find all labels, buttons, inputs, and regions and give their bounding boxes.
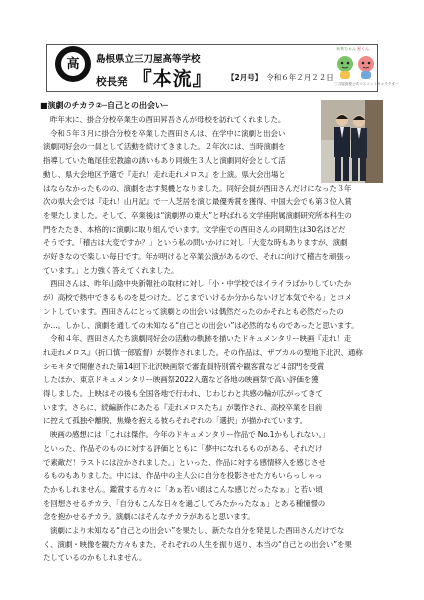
article-line: に控えて孤独や離脱、焦燥を抱える彼らそれぞれの「選択」が描かれています。 xyxy=(43,416,307,426)
issue-number: 【2月号】 xyxy=(227,73,263,82)
article-line: 昨年末に、掛合分校卒業生の酉田昇吾さんが母校を訪れてくれました。 xyxy=(50,115,286,124)
article-line: そうです。「稽古は大変ですか？」という私の問いかけに対し「大変な時もありますが、演劇 xyxy=(43,238,348,248)
article-line: が好きなので楽しい毎日です。年が明けると卒業公演があるので、それに向けて稽古を頑張っ xyxy=(43,252,351,261)
title-main: 『本流』 xyxy=(132,68,213,90)
article-line: 酉田さんは、昨年山陰中央新報社の取材に対し「小・中学校ではイライラばかりしていたか xyxy=(50,279,352,289)
article-line: れ走れメロス』（折口慎一郎監督）が製作されました。その作品は、ザブカルの聖地下北沢、通称 xyxy=(43,347,363,357)
issue-date: 令和６年２月２２日 xyxy=(266,73,334,82)
mascot-caption: 三刀屋高校公式マスコットキャラクター xyxy=(334,82,399,86)
article-line: 得しました。上映はその後も全国各地で行われ、じわじわと共感の輪が広がってきて xyxy=(43,389,323,398)
article-line: 映画の感想には「これは傑作。今年のドキュメンタリー作品で No.1かもしれない。」 xyxy=(50,430,330,440)
article-line: 門をたたき、本格的に演劇に取り組んでいます。文学座での酉田さんの同期生は30名ほどだ xyxy=(43,224,346,234)
section-heading: ■演劇のチカラ②─自己との出会い─ xyxy=(40,101,168,110)
article-line: います。さらに、続編新作にあたる『走れメロスたち』が製作され、高校卒業を目前 xyxy=(43,402,323,412)
article-line: 次の県大会では『走れ！山月記』で一人芝居を演じ最優秀賞を獲得、中国大会でも第３位入賞 xyxy=(43,197,352,207)
mascot-figures-icon xyxy=(333,47,379,87)
photo-people-icon xyxy=(321,100,383,183)
article-line: を果たしました。そして、卒業後は“演劇界の東大”と呼ばれる文学座附属演劇研究所本科生の xyxy=(43,210,352,220)
mascot-illustration xyxy=(333,46,399,87)
article-line: を回想させるチカラ、「自分もこんな日々を過ごしてみたかったなぁ」とある種憧憬の xyxy=(43,498,326,508)
article-line: く、演劇・映像を観た方々もまた、それぞれの人生を振り返り、本当の“自己との出会い”を果 xyxy=(43,539,352,549)
article-line: るものもありました。中には、作品中の主人公に自分を投影させた方もいらっしゃっ xyxy=(43,471,323,481)
newsletter-title xyxy=(96,64,213,91)
article-line: 動し、県大会地区予選で『走れ！走れ走れメロス』を上演。県大会出場と xyxy=(43,169,286,179)
article-line: 念を抱かせるチカラ。演劇にはそんなチカラがあると思います。 xyxy=(43,512,255,522)
article-line: シモキタで開催された第14回下北沢映画祭で審査員特別賞や観客賞など４部門を受賞 xyxy=(43,361,325,371)
article-line: はならなかったものの、演劇を志す契機となりました。同好会員が酉田さんだけになった３年 xyxy=(43,183,352,193)
article-line: か…。しかし、演劇を通しての未知なる“自己との出会い”は必然的なものであったと思います。 xyxy=(43,320,359,330)
article-line: たしているのかもしれません。 xyxy=(43,553,147,563)
title-prefix: 校長発 xyxy=(96,76,128,88)
article-line: が）高校で熱中できるものを見つけた。どこまでいけるか分からないけど本気でやる」とコメ xyxy=(43,293,352,303)
article-line: ています。」と力強く答えてくれました。 xyxy=(43,265,179,275)
photo-two-men xyxy=(321,100,383,183)
article-line: で素敵だ！ラストには泣かされました。」といった、作品に対する感情移入を感じさせ xyxy=(43,457,326,467)
school-logo xyxy=(55,46,91,82)
article-line: 演劇により未知なる“自己との出会い”を果たし、新たな自分を発見した酉田さんだけでな xyxy=(50,526,345,535)
article-line: 令和５年３月に掛合分校を卒業した酉田さんは、在学中に演劇と出会い xyxy=(50,128,286,138)
article-line: したほか、東京ドキュメンタリー映画祭2022入選など各地の映画祭で高い評価を獲 xyxy=(43,375,319,385)
school-name: 島根県立三刀屋高等学校 xyxy=(96,54,201,65)
mascot-label-hoshi: 星くん xyxy=(357,46,369,51)
article-line: ントしています。酉田さんにとって演劇との出会いは偶然だったのかそれとも必然だったの xyxy=(43,306,344,316)
article-line: 演劇同好会の一員として活動を続けてきました。２年次には、当時演劇を xyxy=(43,142,286,152)
mascot-label-mirai: 未来ちゃん xyxy=(336,46,356,51)
article-line: 指導していた亀尾佳宏教諭の誘いもあり同級生３人と演劇同好会として活 xyxy=(43,156,286,166)
school-logo-char: 高 xyxy=(61,52,85,76)
article-line: たかもしれません。鑑賞する方々に「あぁ若い頃はこんな感じだったなぁ」と若い頃 xyxy=(43,484,323,494)
article-line: 令和４年、酉田さんたち演劇同好会の活動の軌跡を描いたドキュメンタリー映画『走れ！走 xyxy=(50,334,352,344)
issue-info xyxy=(227,72,334,83)
article-line: といった、作品そのものに対する評価とともに「夢中になれるものがある、それだけ xyxy=(43,443,323,453)
